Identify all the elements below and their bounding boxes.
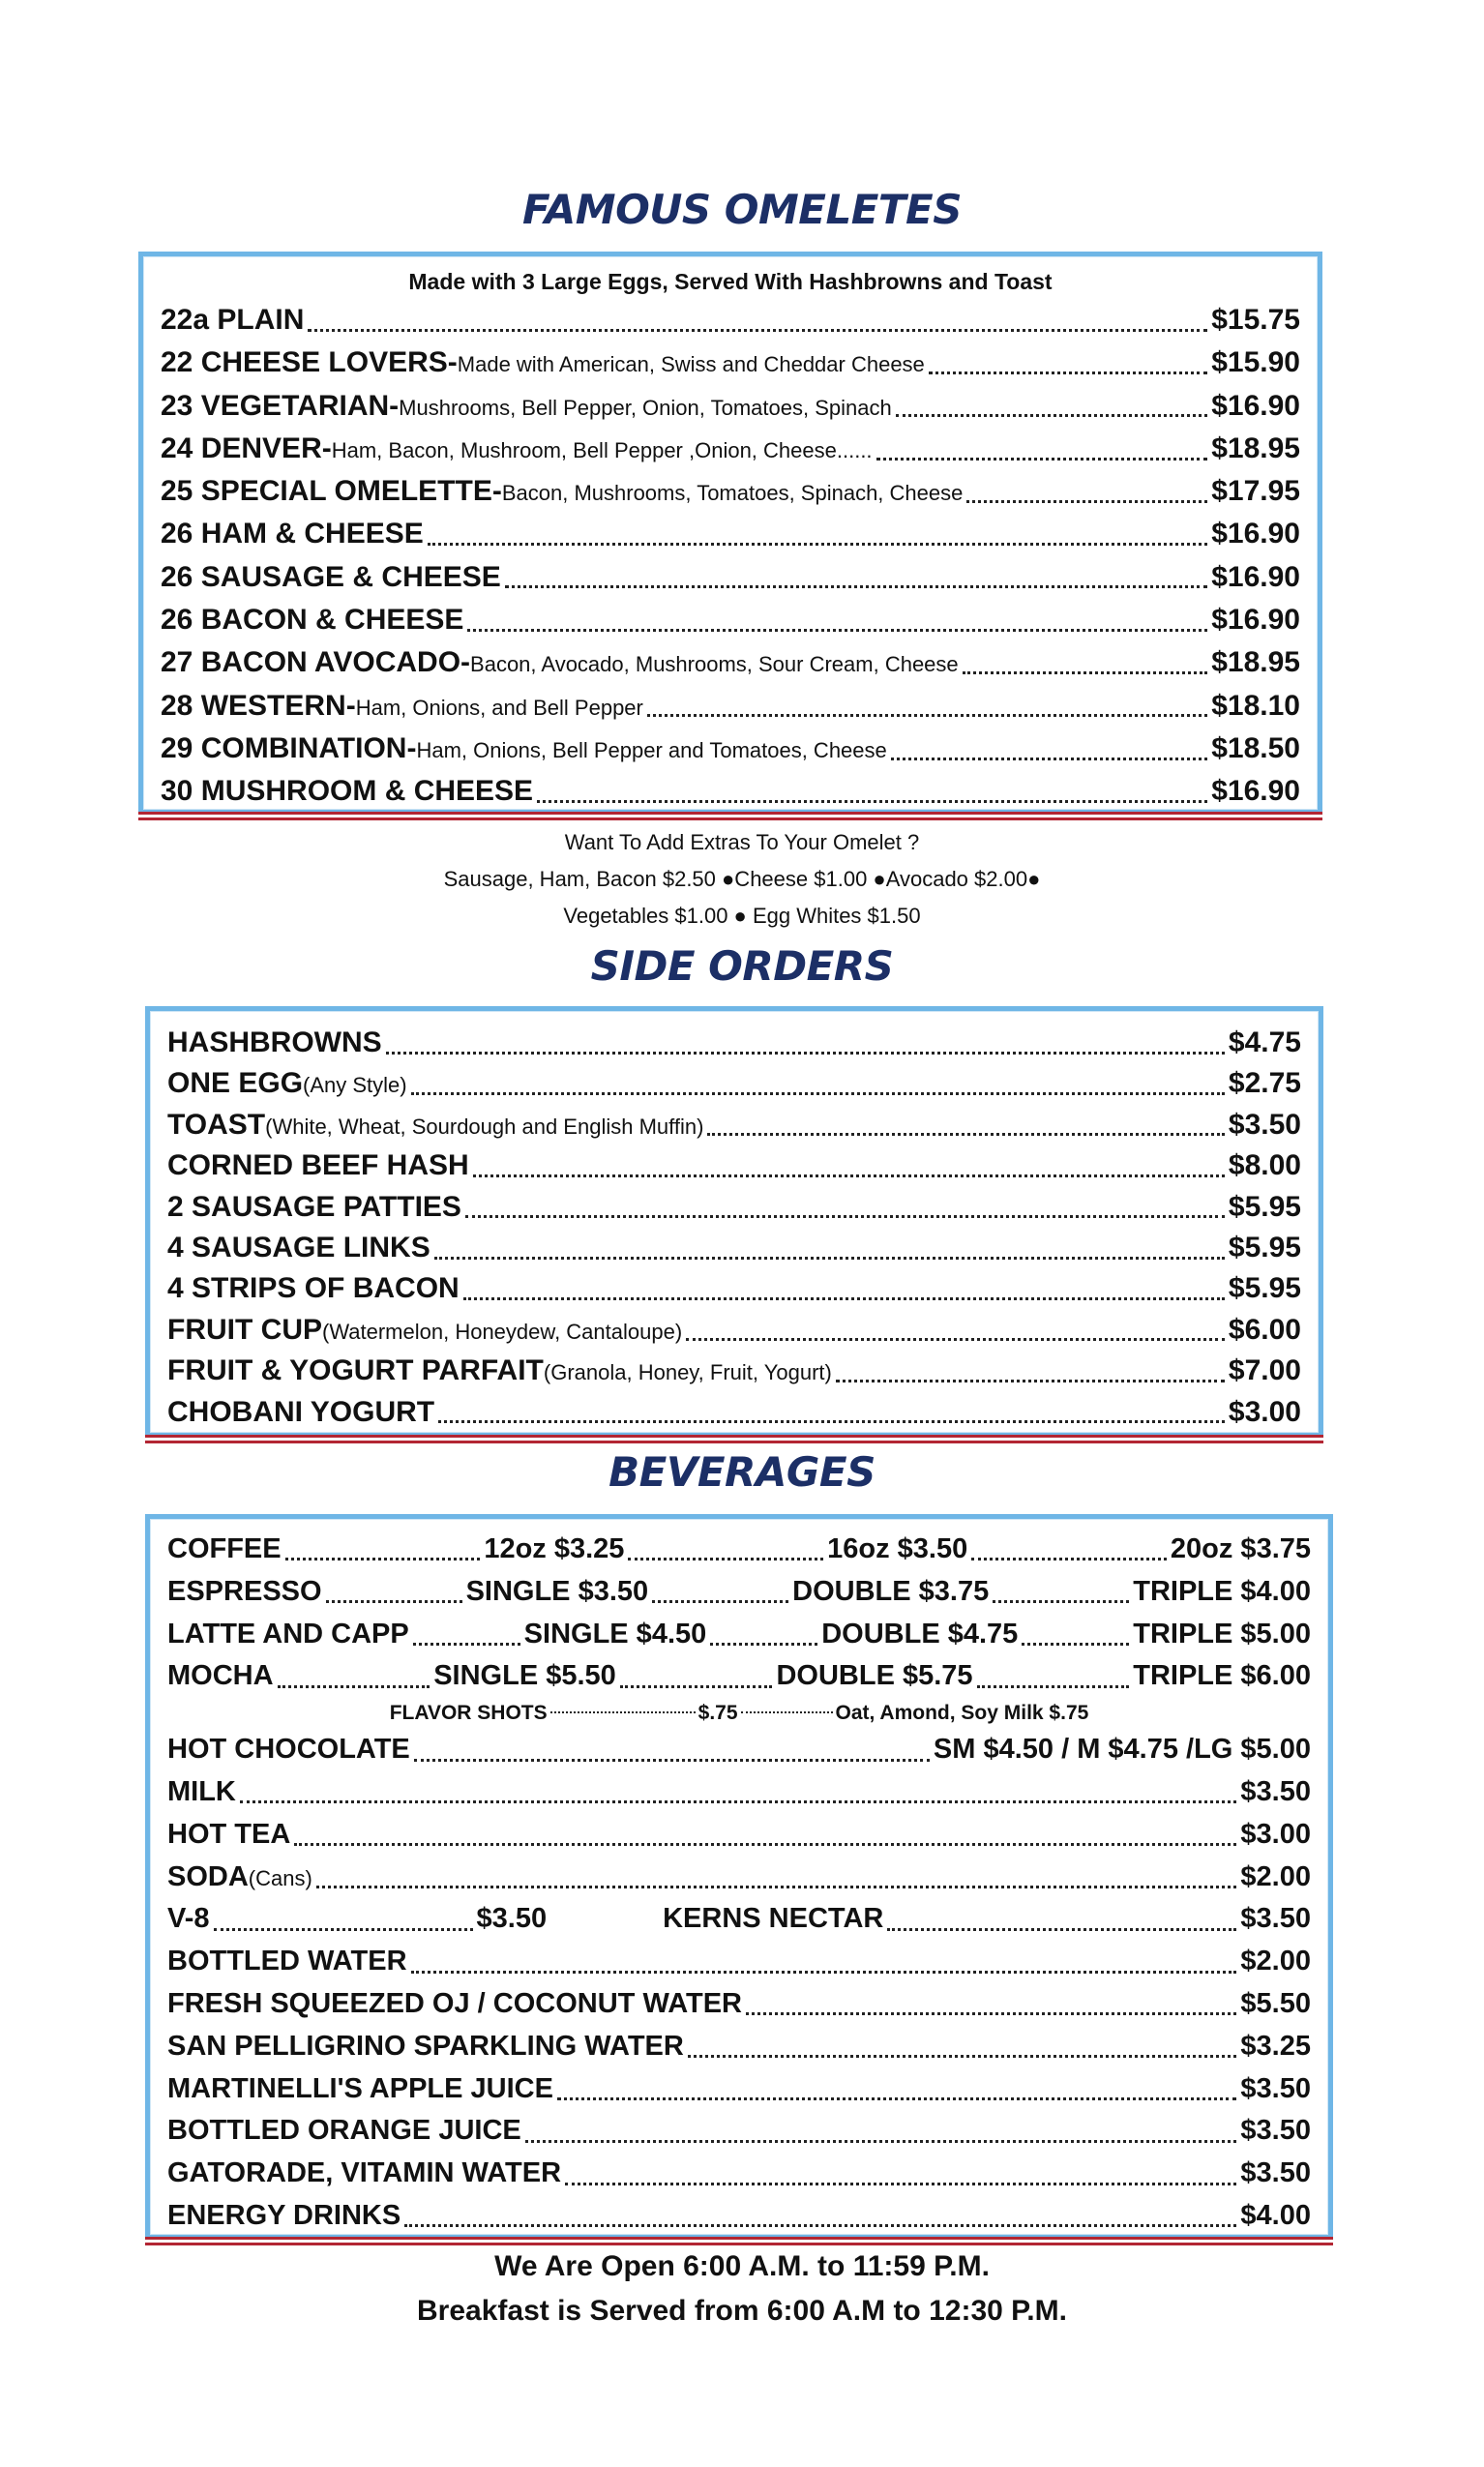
item-description: Ham, Onions, and Bell Pepper — [355, 695, 643, 720]
item-price: $5.50 — [1240, 1987, 1311, 2019]
item-price: $3.00 — [1228, 1395, 1301, 1428]
leader-dots — [214, 1928, 473, 1931]
side-order-item — [167, 1063, 1301, 1104]
omelets-heading: FAMOUS OMELETES — [522, 186, 962, 233]
sides-divider — [145, 1435, 1323, 1443]
item-price: $3.50 — [1240, 2157, 1311, 2189]
item-name: GATORADE, VITAMIN WATER — [167, 2157, 562, 2189]
omelets-box — [138, 252, 1322, 815]
espresso-triple: TRIPLE $4.00 — [1133, 1575, 1311, 1607]
item-description: Ham, Onions, Bell Pepper and Tomatoes, Cheese — [416, 737, 887, 762]
leader-dots — [628, 1558, 823, 1560]
omelets-list — [161, 299, 1300, 814]
item-name: 25 SPECIAL OMELETTE- — [161, 475, 502, 508]
item-name: 26 BACON & CHEESE — [161, 604, 464, 637]
item-price: $3.50 — [1228, 1108, 1301, 1141]
item-price: $18.50 — [1211, 731, 1300, 764]
leader-dots — [505, 585, 1207, 588]
sides-heading: SIDE ORDERS — [590, 942, 894, 990]
beverage-item — [167, 1941, 1311, 1983]
item-name: ENERGY DRINKS — [167, 2199, 401, 2231]
leader-dots — [993, 1600, 1129, 1603]
beverage-item — [167, 1771, 1311, 1814]
extras-note — [0, 824, 1484, 935]
side-order-item — [167, 1310, 1301, 1351]
item-price: $15.75 — [1211, 304, 1300, 336]
leader-dots — [404, 2224, 1236, 2227]
item-name: 4 SAUSAGE LINKS — [167, 1231, 430, 1263]
item-name: 22 CHEESE LOVERS- — [161, 346, 458, 379]
beverage-item — [167, 1814, 1311, 1857]
leader-dots — [707, 1133, 1225, 1136]
omelet-item — [161, 470, 1300, 513]
beverage-item — [167, 2153, 1311, 2195]
omelet-item — [161, 385, 1300, 428]
leader-dots — [686, 1338, 1225, 1341]
item-price: $2.75 — [1228, 1067, 1301, 1100]
side-order-item — [167, 1145, 1301, 1186]
leader-dots — [652, 1600, 788, 1603]
item-price: $18.95 — [1211, 431, 1300, 464]
omelet-item — [161, 728, 1300, 770]
item-name: FRUIT CUP — [167, 1313, 322, 1346]
omelet-item — [161, 342, 1300, 384]
extras-line-1: Want To Add Extras To Your Omelet ? — [564, 830, 920, 854]
leader-dots — [710, 1643, 817, 1646]
beverage-item — [167, 2026, 1311, 2068]
item-name: CHOBANI YOGURT — [167, 1395, 435, 1428]
item-price: $4.00 — [1240, 2199, 1311, 2231]
leader-dots — [525, 2140, 1237, 2143]
item-name: 23 VEGETARIAN- — [161, 389, 400, 422]
leader-dots — [741, 1711, 833, 1713]
leader-dots — [411, 1092, 1225, 1095]
espresso-single: SINGLE $3.50 — [465, 1575, 649, 1607]
item-name: SODA — [167, 1860, 249, 1892]
item-price: $5.95 — [1228, 1272, 1301, 1305]
side-order-item — [167, 1105, 1301, 1145]
item-name: MILK — [167, 1775, 236, 1807]
leader-dots — [308, 329, 1207, 332]
item-name: SAN PELLIGRINO SPARKLING WATER — [167, 2030, 684, 2062]
omelet-item — [161, 599, 1300, 641]
leader-dots — [413, 1643, 520, 1646]
flavor-shots-price: $.75 — [697, 1702, 738, 1725]
extras-line-2: Sausage, Ham, Bacon $2.50 ●Cheese $1.00 ●Avocado $2.00● — [443, 867, 1041, 891]
latte-label: LATTE AND CAPP — [167, 1618, 409, 1650]
item-name: 2 SAUSAGE PATTIES — [167, 1190, 461, 1223]
v8-price: $3.50 — [476, 1903, 548, 1935]
item-price: $7.00 — [1228, 1354, 1301, 1387]
item-price: $2.00 — [1240, 1946, 1311, 1977]
hours-note — [0, 2244, 1484, 2333]
beverages-heading: BEVERAGES — [608, 1448, 876, 1496]
item-name: 29 COMBINATION- — [161, 731, 417, 764]
leader-dots — [896, 414, 1208, 417]
item-name: TOAST — [167, 1108, 266, 1141]
latte-double: DOUBLE $4.75 — [821, 1618, 1019, 1650]
item-price: $3.50 — [1240, 2072, 1311, 2104]
item-price: $4.75 — [1228, 1026, 1301, 1058]
hours-line-2: Breakfast is Served from 6:00 A.M to 12:30 P.M. — [417, 2295, 1067, 2327]
v8-label: V-8 — [167, 1903, 210, 1935]
leader-dots — [414, 1759, 930, 1762]
item-name: FRUIT & YOGURT PARFAIT — [167, 1354, 544, 1387]
beverage-item — [167, 1857, 1311, 1899]
v8-kerns-row — [167, 1898, 1311, 1941]
leader-dots — [620, 1685, 773, 1688]
beverage-item — [167, 2195, 1311, 2238]
coffee-16oz: 16oz $3.50 — [827, 1533, 968, 1564]
item-name: FRESH SQUEEZED OJ / COCONUT WATER — [167, 1987, 743, 2019]
item-description: Made with American, Swiss and Cheddar Cheese — [457, 352, 925, 377]
leader-dots — [411, 1971, 1237, 1974]
item-name: 30 MUSHROOM & CHEESE — [161, 775, 534, 808]
item-name: 28 WESTERN- — [161, 689, 356, 722]
item-name: 26 HAM & CHEESE — [161, 518, 424, 550]
coffee-20oz: 20oz $3.75 — [1170, 1533, 1312, 1564]
item-price: $16.90 — [1211, 518, 1300, 550]
item-price: $16.90 — [1211, 775, 1300, 808]
item-name: HASHBROWNS — [167, 1026, 382, 1058]
item-name: 27 BACON AVOCADO- — [161, 646, 471, 679]
leader-dots — [467, 629, 1207, 632]
item-price: $17.95 — [1211, 475, 1300, 508]
leader-dots — [316, 1886, 1237, 1888]
latte-single: SINGLE $4.50 — [523, 1618, 707, 1650]
mocha-single: SINGLE $5.50 — [433, 1660, 616, 1692]
item-price: $16.90 — [1211, 560, 1300, 593]
leader-dots — [550, 1711, 696, 1713]
leader-dots — [887, 1928, 1236, 1931]
side-order-item — [167, 1351, 1301, 1391]
sides-list — [167, 1023, 1301, 1433]
espresso-double: DOUBLE $3.75 — [792, 1575, 990, 1607]
coffee-label: COFFEE — [167, 1533, 282, 1564]
omelet-item — [161, 641, 1300, 684]
omelet-item — [161, 685, 1300, 728]
omelet-item — [161, 770, 1300, 813]
espresso-label: ESPRESSO — [167, 1575, 322, 1607]
item-name: BOTTLED ORANGE JUICE — [167, 2115, 521, 2147]
item-description: Bacon, Mushrooms, Tomatoes, Spinach, Cheese — [501, 481, 964, 506]
omelet-item — [161, 299, 1300, 342]
item-name: ONE EGG — [167, 1067, 304, 1100]
leader-dots — [240, 1800, 1237, 1803]
item-price: $3.00 — [1240, 1818, 1311, 1850]
leader-dots — [966, 500, 1207, 503]
leader-dots — [438, 1420, 1225, 1423]
leader-dots — [1022, 1643, 1129, 1646]
side-order-item — [167, 1228, 1301, 1268]
side-order-item — [167, 1392, 1301, 1433]
item-price: $16.90 — [1211, 389, 1300, 422]
side-order-item — [167, 1187, 1301, 1228]
leader-dots — [971, 1558, 1167, 1560]
side-order-item — [167, 1268, 1301, 1309]
item-name: CORNED BEEF HASH — [167, 1149, 469, 1182]
hot-chocolate-label: HOT CHOCOLATE — [167, 1734, 410, 1766]
item-description: (Watermelon, Honeydew, Cantaloupe) — [322, 1319, 683, 1344]
leader-dots — [278, 1685, 430, 1688]
item-price: $3.50 — [1240, 1775, 1311, 1807]
leader-dots — [688, 2055, 1237, 2058]
item-price: $16.90 — [1211, 604, 1300, 637]
item-name: 26 SAUSAGE & CHEESE — [161, 560, 501, 593]
coffee-12oz: 12oz $3.25 — [484, 1533, 625, 1564]
flavor-shots-label: FLAVOR SHOTS — [389, 1702, 548, 1725]
item-name: 4 STRIPS OF BACON — [167, 1272, 460, 1305]
item-name: MARTINELLI'S APPLE JUICE — [167, 2072, 553, 2104]
item-description: Mushrooms, Bell Pepper, Onion, Tomatoes, Spinach — [399, 395, 892, 420]
item-description: (Any Style) — [303, 1073, 407, 1098]
sides-box — [145, 1006, 1323, 1438]
kerns-nectar-price: $3.50 — [1240, 1903, 1311, 1935]
coffee-row — [167, 1529, 1311, 1571]
omelet-item — [161, 513, 1300, 555]
beverage-item — [167, 1983, 1311, 2026]
omelets-divider — [138, 812, 1322, 820]
latte-triple: TRIPLE $5.00 — [1133, 1618, 1311, 1650]
flavor-shots-row — [167, 1698, 1311, 1729]
beverages-box — [145, 1514, 1333, 2240]
beverages-list-a — [167, 1771, 1311, 1898]
omelet-item — [161, 556, 1300, 599]
item-name: 22a PLAIN — [161, 304, 305, 336]
leader-dots — [929, 372, 1207, 374]
leader-dots — [285, 1558, 481, 1560]
omelet-item — [161, 428, 1300, 470]
beverage-item — [167, 2110, 1311, 2153]
leader-dots — [977, 1685, 1130, 1688]
beverages-list-b — [167, 1941, 1311, 2238]
latte-row — [167, 1614, 1311, 1656]
omelets-subtitle: Made with 3 Large Eggs, Served With Hashbrowns and Toast — [408, 269, 1053, 294]
item-description: (Granola, Honey, Fruit, Yogurt) — [543, 1360, 832, 1385]
leader-dots — [463, 1297, 1225, 1300]
item-price: $8.00 — [1228, 1149, 1301, 1182]
hot-chocolate-price: SM $4.50 / M $4.75 /LG $5.00 — [933, 1734, 1311, 1766]
item-price: $6.00 — [1228, 1313, 1301, 1346]
item-price: $15.90 — [1211, 346, 1300, 379]
leader-dots — [647, 714, 1207, 717]
alt-milk-price: Oat, Amond, Soy Milk $.75 — [835, 1702, 1089, 1725]
leader-dots — [428, 543, 1208, 546]
item-price: $18.10 — [1211, 689, 1300, 722]
item-price: $5.95 — [1228, 1231, 1301, 1263]
leader-dots — [386, 1052, 1225, 1055]
item-price: $3.50 — [1240, 2115, 1311, 2147]
item-description: Ham, Bacon, Mushroom, Bell Pepper ,Onion, Cheese...... — [331, 437, 873, 462]
leader-dots — [465, 1215, 1225, 1218]
item-price: $2.00 — [1240, 1860, 1311, 1892]
leader-dots — [537, 800, 1207, 803]
mocha-double: DOUBLE $5.75 — [776, 1660, 973, 1692]
leader-dots — [963, 671, 1208, 674]
leader-dots — [876, 458, 1208, 461]
item-price: $5.95 — [1228, 1190, 1301, 1223]
item-price: $18.95 — [1211, 646, 1300, 679]
hot-chocolate-row — [167, 1729, 1311, 1771]
hours-line-1: We Are Open 6:00 A.M. to 11:59 P.M. — [494, 2250, 990, 2282]
leader-dots — [434, 1257, 1225, 1260]
item-name: 24 DENVER- — [161, 431, 332, 464]
item-description: Bacon, Avocado, Mushrooms, Sour Cream, Cheese — [470, 652, 959, 677]
leader-dots — [746, 2012, 1236, 2015]
item-name: HOT TEA — [167, 1818, 291, 1850]
leader-dots — [326, 1600, 462, 1603]
mocha-triple: TRIPLE $6.00 — [1133, 1660, 1311, 1692]
leader-dots — [891, 758, 1207, 760]
extras-line-3: Vegetables $1.00 ● Egg Whites $1.50 — [563, 904, 921, 928]
kerns-nectar-label: KERNS NECTAR — [663, 1903, 884, 1935]
espresso-row — [167, 1571, 1311, 1614]
item-description: (White, Wheat, Sourdough and English Muffin) — [265, 1114, 704, 1139]
leader-dots — [836, 1380, 1225, 1382]
leader-dots — [473, 1174, 1225, 1177]
item-price: $3.25 — [1240, 2030, 1311, 2062]
mocha-row — [167, 1655, 1311, 1698]
leader-dots — [565, 2183, 1236, 2185]
item-description: (Cans) — [248, 1865, 312, 1890]
beverage-item — [167, 2068, 1311, 2111]
side-order-item — [167, 1023, 1301, 1063]
leader-dots — [557, 2097, 1236, 2100]
leader-dots — [294, 1843, 1236, 1846]
mocha-label: MOCHA — [167, 1660, 274, 1692]
item-name: BOTTLED WATER — [167, 1946, 407, 1977]
